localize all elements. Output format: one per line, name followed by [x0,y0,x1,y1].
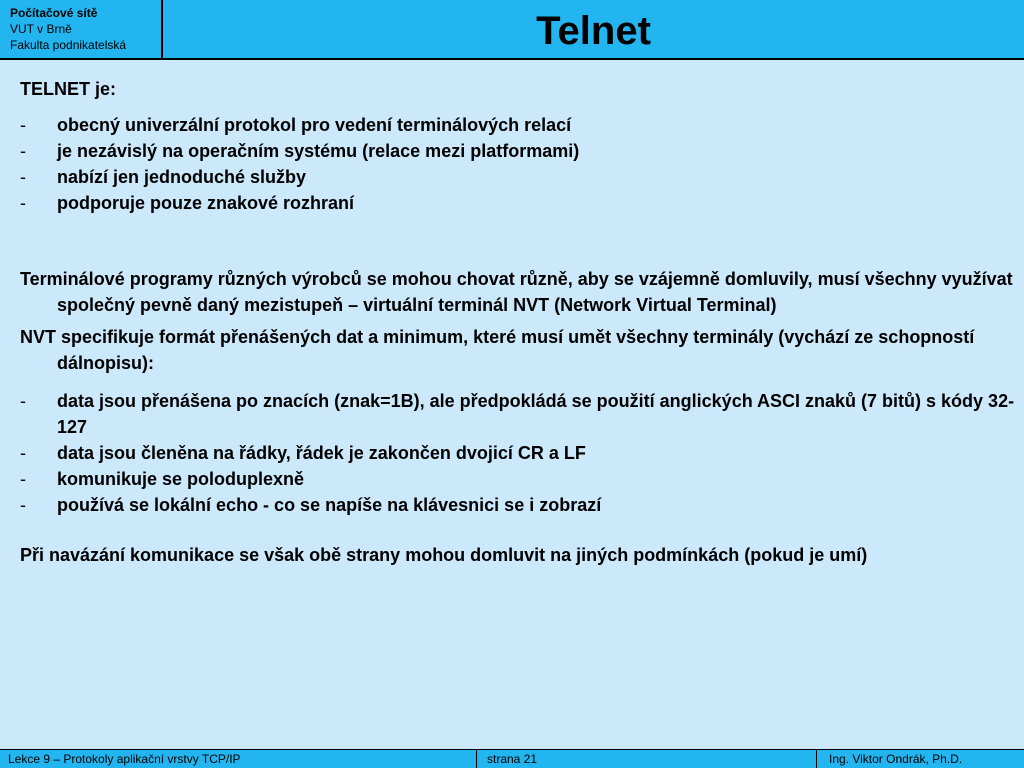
dash-bullet: - [20,469,26,489]
intro-heading: TELNET je: [20,79,117,99]
list-item-text: je nezávislý na operačním systému (relace mezi platformami) [57,141,580,161]
list-item [20,440,1015,466]
slide-content [20,72,1015,568]
footer-author: Ing. Viktor Ondrák, Ph.D. [829,752,963,766]
list-item [20,466,1015,492]
list-item-text: nabízí jen jednoduché služby [57,167,307,187]
university-name: VUT v Brně [10,22,72,36]
paragraph-terminal-programs: Terminálové programy různých výrobců se mohou chovat různě, aby se vzájemně domluvily, musí všechny využívat společný pevně daný mezistupeň – virtuální terminál NVT (Network Virtual Terminal) [20,269,1013,315]
dash-bullet: - [20,443,26,463]
course-title: Počítačové sítě [10,6,98,20]
faculty-name: Fakulta podnikatelská [10,38,127,52]
dash-bullet: - [20,167,26,187]
list-item [20,492,1015,518]
list-item [20,138,1015,164]
spacer [20,216,1015,266]
list-item-text: data jsou přenášena po znacích (znak=1B), ale předpokládá se použití anglických ASCI znaků (7 bitů) s kódy 32-127 [57,391,1015,437]
list-item [20,388,1015,440]
slide-footer [0,749,1024,768]
footer-page-number: strana 21 [477,750,817,768]
nvt-properties-list [20,388,1015,518]
dash-bullet: - [20,391,26,411]
list-item [20,112,1015,138]
paragraph-negotiation: Při navázání komunikace se však obě strany mohou domluvit na jiných podmínkách (pokud je umí) [20,545,868,565]
list-item [20,190,1015,216]
slide-title: Telnet [536,9,651,53]
dash-bullet: - [20,115,26,135]
list-item-text: obecný univerzální protokol pro vedení terminálových relací [57,115,572,135]
footer-lecture: Lekce 9 – Protokoly aplikační vrstvy TCP/IP [0,750,477,768]
dash-bullet: - [20,141,26,161]
paragraph-nvt-spec: NVT specifikuje formát přenášených dat a minimum, které musí umět všechny terminály (vychází ze schopností dálnopisu): [20,327,975,373]
course-info [0,0,163,58]
list-item-text: podporuje pouze znakové rozhraní [57,193,355,213]
list-item-text: data jsou členěna na řádky, řádek je zakončen dvojicí CR a LF [57,443,586,463]
slide-header [0,0,1024,60]
telnet-features-list [20,112,1015,216]
list-item-text: komunikuje se poloduplexně [57,469,305,489]
dash-bullet: - [20,193,26,213]
list-item-text: používá se lokální echo - co se napíše na klávesnici se i zobrazí [57,495,602,515]
dash-bullet: - [20,495,26,515]
list-item [20,164,1015,190]
